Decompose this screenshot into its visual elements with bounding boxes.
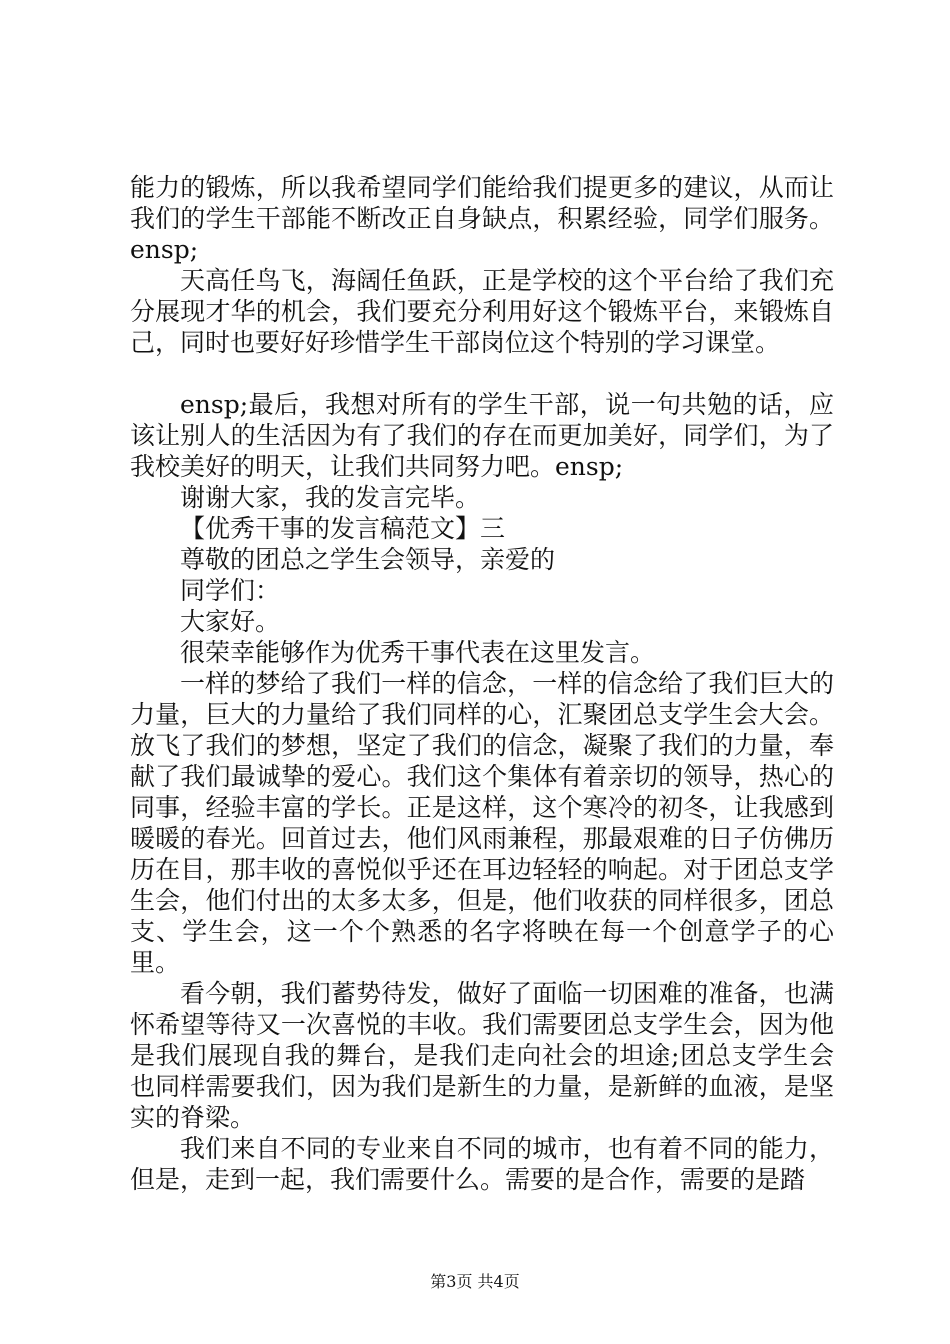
section-heading: 【优秀干事的发言稿范文】三 (180, 514, 506, 543)
paragraph-today: 看今朝，我们蓄势待发，做好了面临一切困难的准备，也满怀希望等待又一次喜悦的丰收。我们需要团总支学生会，因为他是我们展现自我的舞台，是我们走向社会的坦途;团总支学生会也同样需要我们，因为我们是新生的力量，是新鲜的血液，是坚实的脊梁。 (130, 979, 834, 1132)
paragraph-platform: 天高任鸟飞，海阔任鱼跃，正是学校的这个平台给了我们充分展现才华的机会，我们要充分利用好这个锻炼平台，来锻炼自己，同时也要好好珍惜学生干部岗位这个特别的学习课堂。 (130, 266, 834, 357)
paragraph-dream: 一样的梦给了我们一样的信念，一样的信念给了我们巨大的力量，巨大的力量给了我们同样的心，汇聚团总支学生会大会。放飞了我们的梦想，坚定了我们的信念，凝聚了我们的力量，奉献了我们最诚挚的爱心。我们这个集体有着亲切的领导，热心的同事，经验丰富的学长。正是这样，这个寒冷的初冬，让我感到暖暖的春光。回首过去，他们风雨兼程，那最艰难的日子仿佛历历在目，那丰收的喜悦似乎还在耳边轻轻的响起。对于团总支学生会，他们付出的太多太多，但是，他们收获的同样很多，团总支、学生会，这一个个熟悉的名字将映在每一个创意学子的心里。 (130, 669, 834, 977)
document-body (130, 172, 834, 1195)
salutation-line-1: 尊敬的团总之学生会领导，亲爱的 (180, 545, 556, 574)
paragraph-cooperation: 我们来自不同的专业来自不同的城市，也有着不同的能力，但是，走到一起，我们需要什么。需要的是合作，需要的是踏 (130, 1134, 834, 1194)
salutation-line-2: 同学们： (180, 576, 281, 605)
paragraph-honor: 很荣幸能够作为优秀干事代表在这里发言。 (180, 638, 656, 667)
paragraph-continuation: 能力的锻炼，所以我希望同学们能给我们提更多的建议，从而让我们的学生干部能不断改正自身缺点，积累经验，同学们服务。ensp; (130, 173, 834, 264)
paragraph-closing-remark: ensp;最后，我想对所有的学生干部，说一句共勉的话，应该让别人的生活因为有了我们的存在而更加美好，同学们，为了我校美好的明天，让我们共同努力吧。ensp; (130, 390, 834, 481)
paragraph-thanks: 谢谢大家，我的发言完毕。 (180, 483, 481, 512)
page-number-footer: 第3页 共4页 (430, 1272, 520, 1291)
greeting: 大家好。 (180, 607, 281, 636)
